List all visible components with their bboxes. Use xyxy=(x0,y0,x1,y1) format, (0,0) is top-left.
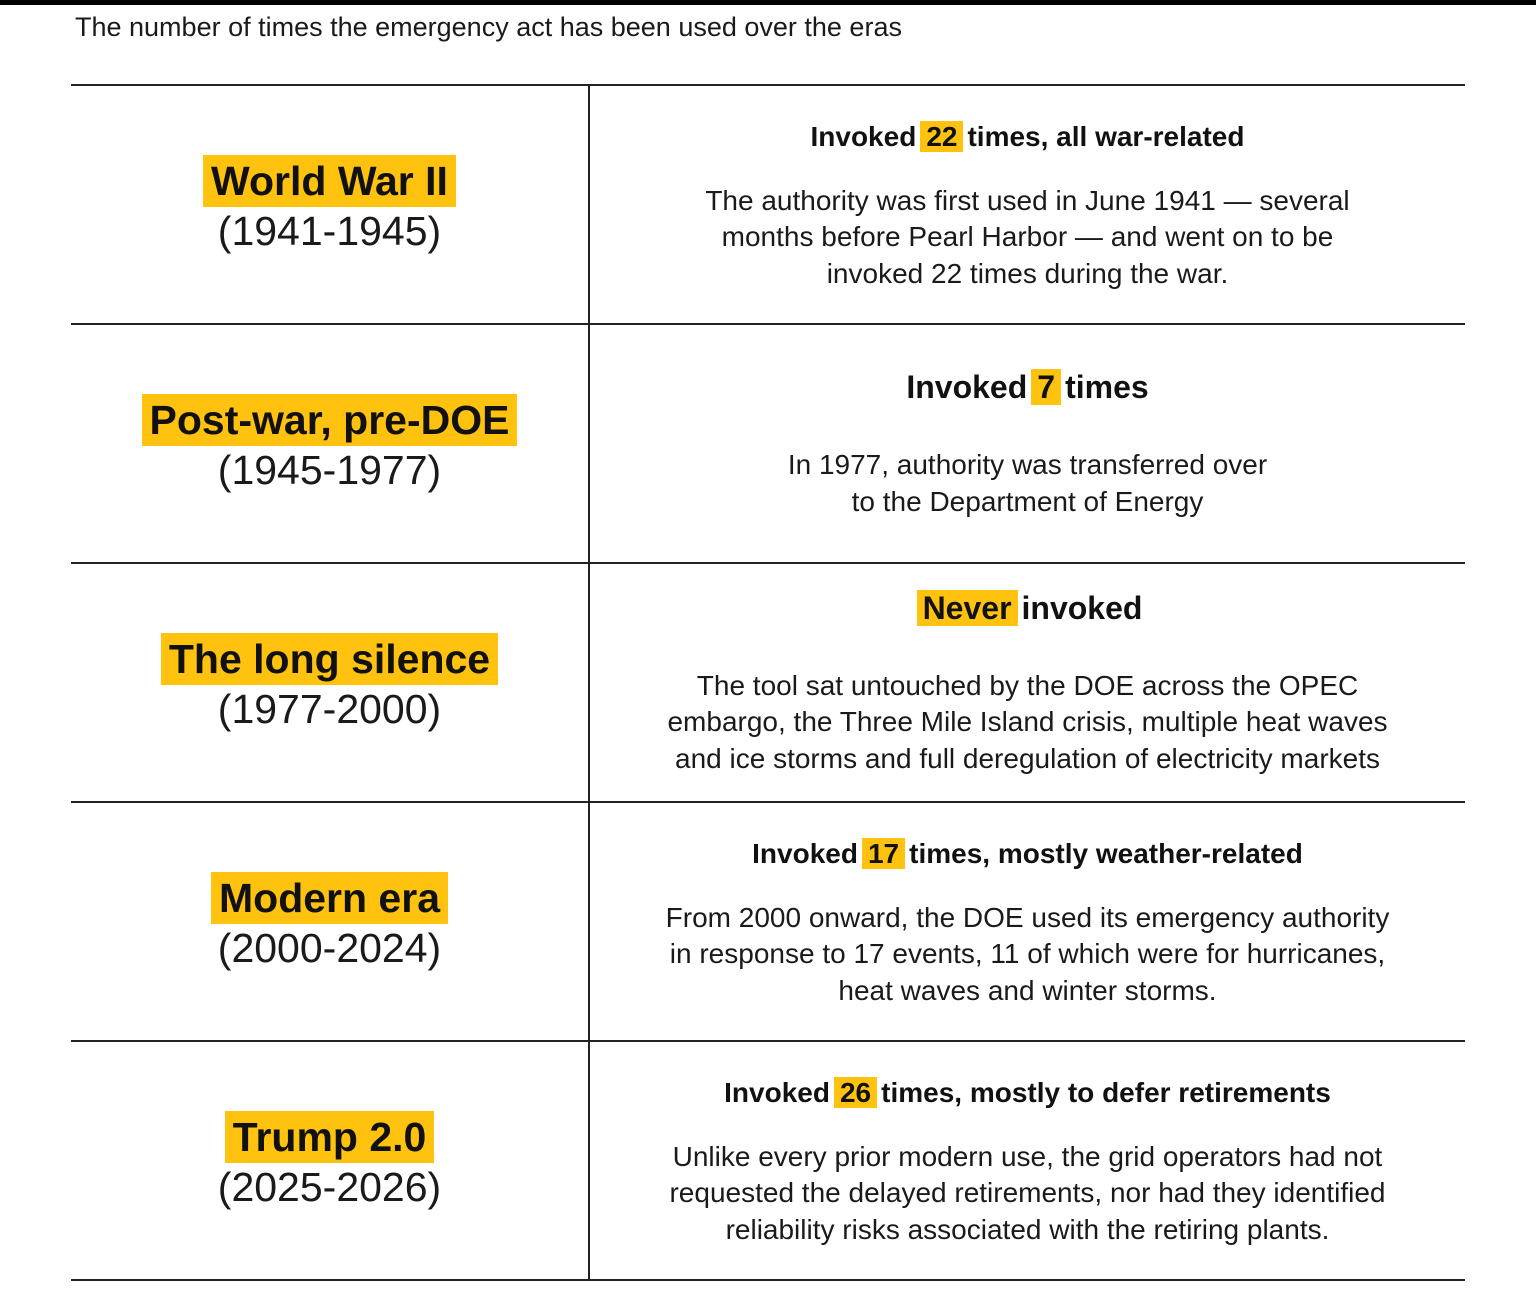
headline-prefix: Invoked xyxy=(752,837,858,869)
description-line: in response to 17 events, 11 of which were for hurricanes, xyxy=(669,938,1386,970)
top-rule xyxy=(0,0,1536,5)
description-line: Unlike every prior modern use, the grid operators had not xyxy=(672,1140,1383,1172)
era-headline xyxy=(906,367,1148,407)
era-description xyxy=(667,668,1387,778)
era-headline xyxy=(913,588,1143,628)
description-line: From 2000 onward, the DOE used its emergency authority xyxy=(665,901,1390,933)
era-headline xyxy=(811,117,1245,157)
headline-prefix: Invoked xyxy=(810,120,917,152)
invocation-count-badge: 17 xyxy=(862,838,905,869)
description-line: reliability risks associated with the retiring plants. xyxy=(725,1213,1330,1245)
era-label-cell xyxy=(71,86,590,323)
era-name: World War II xyxy=(203,155,456,207)
era-label-cell xyxy=(71,803,590,1040)
description-line: to the Department of Energy xyxy=(851,485,1204,517)
era-years: (2000-2024) xyxy=(217,924,442,971)
era-description xyxy=(669,1139,1385,1249)
era-years: (1977-2000) xyxy=(217,685,442,732)
era-row-modern xyxy=(71,803,1465,1042)
era-table xyxy=(71,84,1465,1281)
description-line: embargo, the Three Mile Island crisis, multiple heat waves xyxy=(667,706,1388,738)
era-detail-cell xyxy=(590,1042,1465,1279)
description-line: requested the delayed retirements, nor had they identified xyxy=(669,1177,1386,1209)
description-line: and ice storms and full deregulation of electricity markets xyxy=(675,742,1380,774)
era-name: Modern era xyxy=(211,872,448,924)
description-line: The tool sat untouched by the DOE across the OPEC xyxy=(696,669,1359,701)
headline-suffix: times xyxy=(1065,369,1149,405)
era-label-cell xyxy=(71,325,590,562)
era-description xyxy=(705,183,1349,293)
invocation-count-badge: Never xyxy=(917,590,1018,626)
era-headline xyxy=(724,1073,1331,1113)
era-years: (2025-2026) xyxy=(217,1163,442,1210)
era-headline xyxy=(752,834,1303,874)
headline-suffix: times, mostly weather-related xyxy=(909,837,1303,869)
era-name: The long silence xyxy=(161,633,498,685)
era-years: (1945-1977) xyxy=(217,446,442,493)
invocation-count-badge: 26 xyxy=(834,1077,877,1108)
description-line: months before Pearl Harbor — and went on to be xyxy=(721,221,1334,253)
description-line: heat waves and winter storms. xyxy=(838,974,1217,1006)
page-title: The number of times the emergency act has been used over the eras xyxy=(75,12,902,42)
description-line: invoked 22 times during the war. xyxy=(826,257,1229,289)
era-detail-cell xyxy=(590,325,1465,562)
era-row-trump-2 xyxy=(71,1042,1465,1281)
invocation-count-badge: 22 xyxy=(920,121,963,152)
era-row-world-war-ii xyxy=(71,86,1465,325)
era-detail-cell xyxy=(590,803,1465,1040)
headline-prefix: Invoked xyxy=(724,1076,830,1108)
era-detail-cell xyxy=(590,564,1465,801)
era-years: (1941-1945) xyxy=(217,207,442,254)
headline-suffix: times, mostly to defer retirements xyxy=(881,1076,1331,1108)
era-label-cell xyxy=(71,564,590,801)
description-line: The authority was first used in June 1941 — several xyxy=(705,184,1350,216)
era-row-long-silence xyxy=(71,564,1465,803)
era-row-post-war xyxy=(71,325,1465,564)
era-description xyxy=(666,900,1390,1010)
era-detail-cell xyxy=(590,86,1465,323)
era-label-cell xyxy=(71,1042,590,1279)
invocation-count-badge: 7 xyxy=(1031,369,1061,405)
era-description xyxy=(788,447,1267,520)
headline-suffix: times, all war-related xyxy=(967,120,1245,152)
era-name: Trump 2.0 xyxy=(225,1111,435,1163)
era-name: Post-war, pre-DOE xyxy=(142,394,518,446)
description-line: In 1977, authority was transferred over xyxy=(787,449,1268,480)
headline-suffix: invoked xyxy=(1021,589,1143,626)
headline-prefix: Invoked xyxy=(906,369,1028,405)
